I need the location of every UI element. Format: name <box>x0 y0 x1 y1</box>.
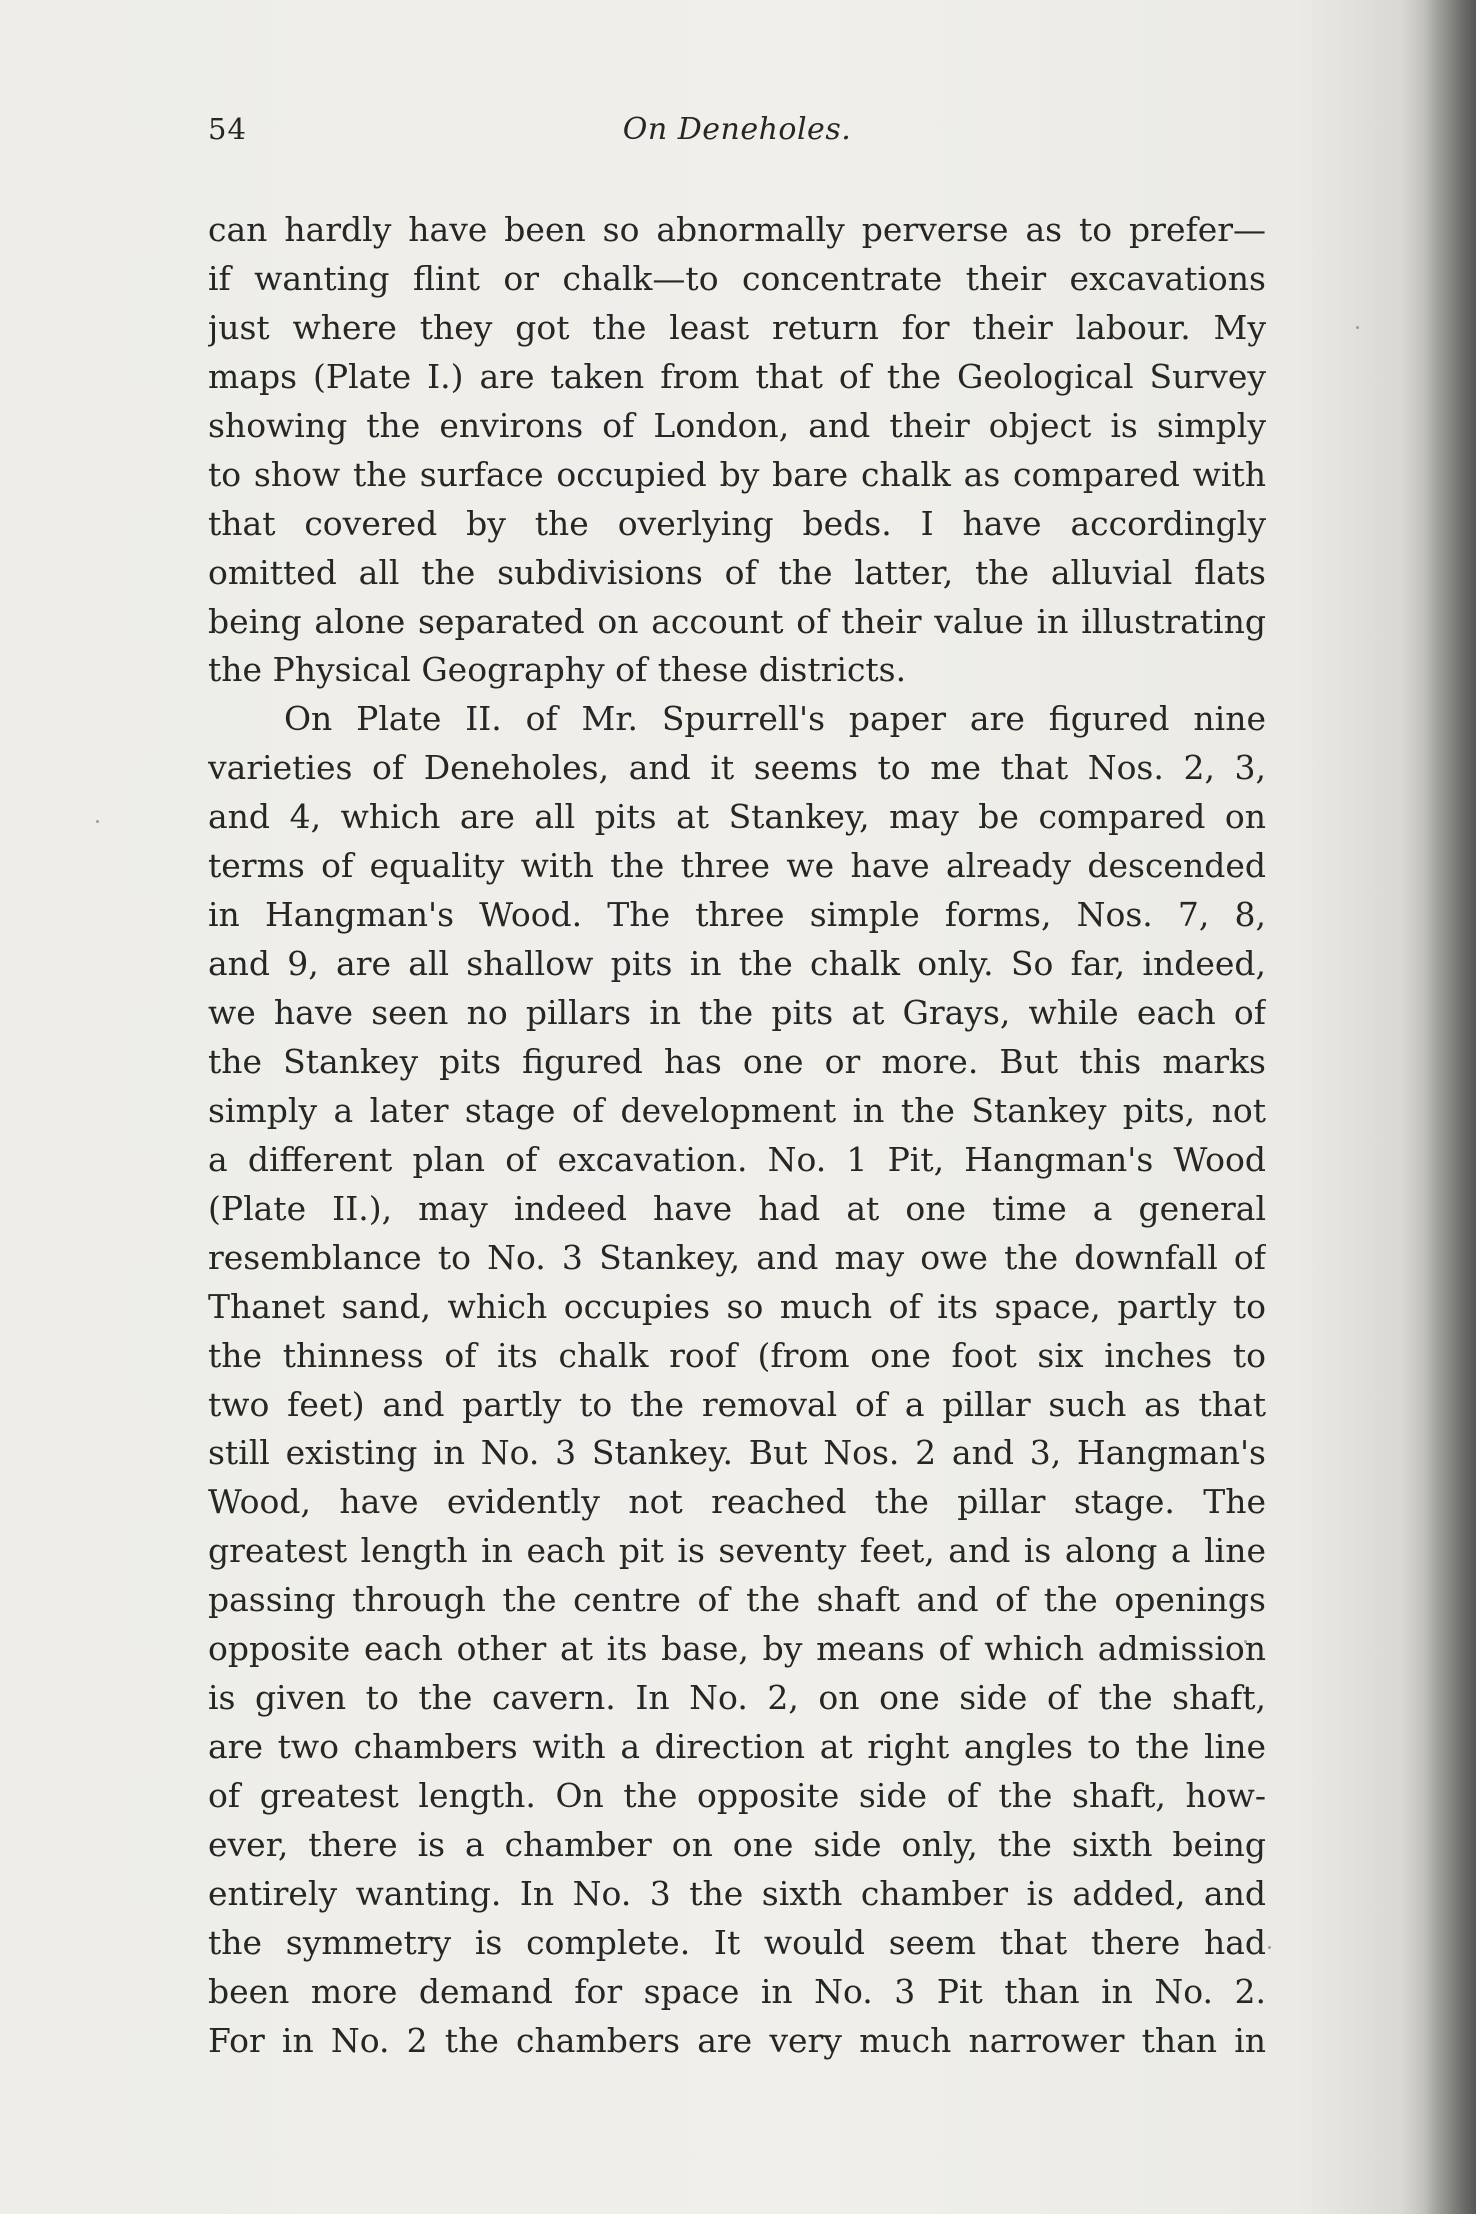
text-line: omitted all the subdivisions of the latter, the alluvial flats <box>208 552 1266 592</box>
binding-shadow <box>1424 0 1476 2214</box>
text-line: of greatest length. On the opposite side of the shaft, how- <box>208 1776 1266 1815</box>
text-line: two feet) and partly to the removal of a pillar such as that <box>208 1384 1266 1424</box>
text-line: varieties of Deneholes, and it seems to me that Nos. 2, 3, <box>208 748 1266 788</box>
text-line: and 9, are all shallow pits in the chalk only. So far, indeed, <box>208 944 1266 984</box>
paper-speck <box>96 820 99 823</box>
text-line: the thinness of its chalk roof (from one foot six inches to <box>208 1335 1266 1375</box>
text-line: maps (Plate I.) are taken from that of the Geological Survey <box>208 356 1266 396</box>
text-line: simply a later stage of development in the Stankey pits, not <box>208 1090 1266 1130</box>
text-line: For in No. 2 the chambers are very much narrower than in <box>208 2020 1266 2060</box>
text-line: is given to the cavern. In No. 2, on one side of the shaft, <box>208 1678 1266 1718</box>
page-number: 54 <box>208 112 247 146</box>
paper-speck <box>1268 1946 1271 1949</box>
text-line: ever, there is a chamber on one side only, the sixth being <box>208 1824 1266 1864</box>
text-line: can hardly have been so abnormally perverse as to prefer— <box>208 210 1266 249</box>
text-line: still existing in No. 3 Stankey. But Nos. 2 and 3, Hangman's <box>208 1433 1266 1473</box>
text-line: that covered by the overlying beds. I have accordingly <box>208 503 1266 543</box>
text-line: Wood, have evidently not reached the pillar stage. The <box>208 1482 1266 1522</box>
text-line: entirely wanting. In No. 3 the sixth chamber is added, and <box>208 1873 1266 1913</box>
text-line: are two chambers with a direction at right angles to the line <box>208 1727 1266 1767</box>
text-line: resemblance to No. 3 Stankey, and may owe the downfall of <box>208 1237 1266 1277</box>
text-line: (Plate II.), may indeed have had at one time a general <box>208 1188 1266 1228</box>
text-line: just where they got the least return for their labour. My <box>208 307 1266 347</box>
text-line: passing through the centre of the shaft and of the openings <box>208 1580 1266 1620</box>
text-line: Thanet sand, which occupies so much of its space, partly to <box>208 1286 1266 1326</box>
text-line: a different plan of excavation. No. 1 Pit, Hangman's Wood <box>208 1139 1266 1179</box>
text-line: been more demand for space in No. 3 Pit than in No. 2. <box>208 1971 1266 2011</box>
running-title: On Deneholes. <box>622 112 852 147</box>
text-line: terms of equality with the three we have already descended <box>208 846 1266 886</box>
body-text <box>208 206 1266 2066</box>
page-header <box>208 112 1266 162</box>
paper-speck <box>1356 326 1359 329</box>
paragraph-start-line: On Plate II. of Mr. Spurrell's paper are figured nine <box>284 699 1266 739</box>
text-line: to show the surface occupied by bare chalk as compared with <box>208 454 1266 494</box>
text-line: and 4, which are all pits at Stankey, may be compared on <box>208 797 1266 837</box>
text-line: we have seen no pillars in the pits at Grays, while each of <box>208 993 1266 1032</box>
text-line: showing the environs of London, and their object is simply <box>208 405 1266 445</box>
text-line: greatest length in each pit is seventy feet, and is along a line <box>208 1531 1266 1571</box>
text-line: being alone separated on account of their value in illustrating <box>208 601 1266 641</box>
paragraph-end-line: the Physical Geography of these districts. <box>208 650 907 690</box>
text-line: if wanting flint or chalk—to concentrate their excavations <box>208 258 1266 298</box>
text-line: in Hangman's Wood. The three simple forms, Nos. 7, 8, <box>208 895 1266 935</box>
text-line: opposite each other at its base, by means of which admission <box>208 1629 1266 1669</box>
text-line: the symmetry is complete. It would seem that there had <box>208 1922 1266 1962</box>
text-line: the Stankey pits figured has one or more. But this marks <box>208 1041 1266 1081</box>
